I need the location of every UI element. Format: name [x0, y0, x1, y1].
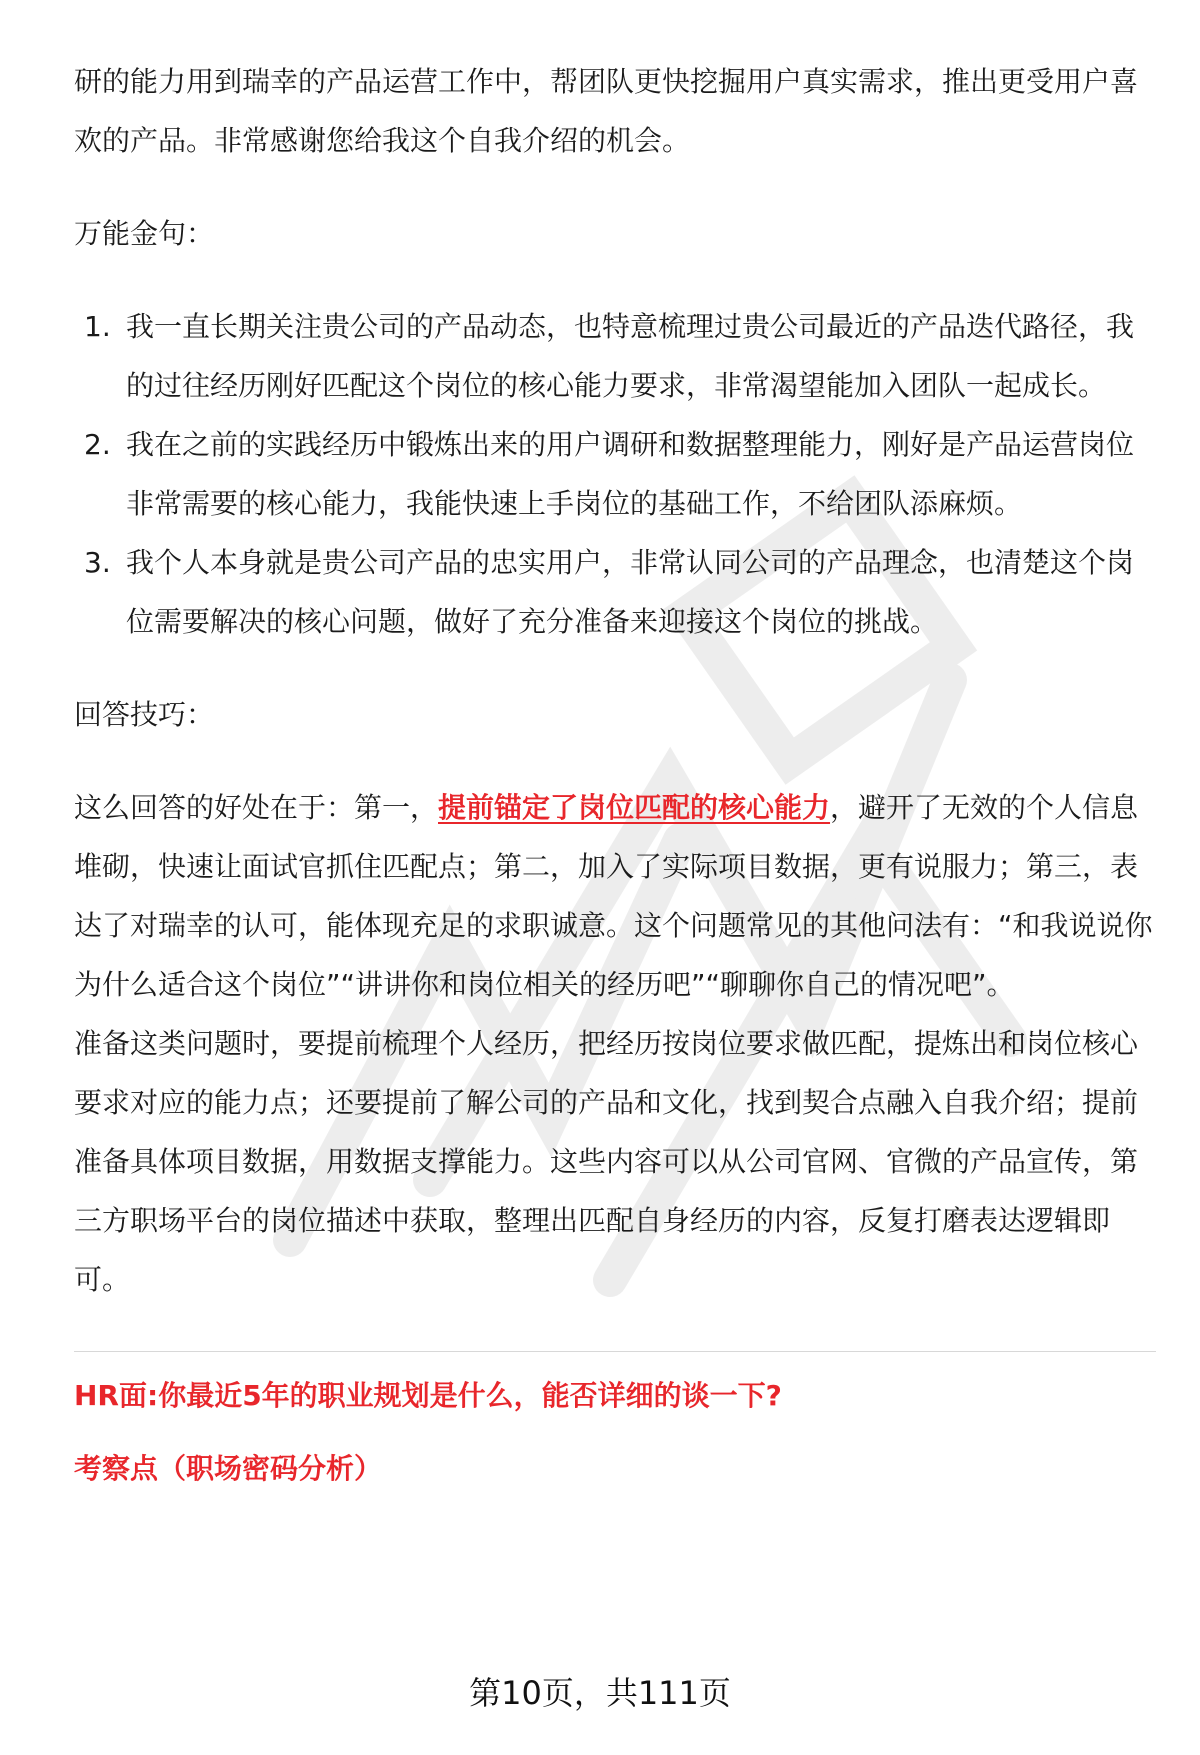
golden-list	[74, 297, 1156, 651]
page-footer: 第10页，共111页	[469, 1674, 731, 1712]
list-item	[74, 415, 1156, 533]
list-item-text: 我个人本身就是贵公司产品的忠实用户，非常认同公司的产品理念，也清楚这个岗位需要解决的核心问题，做好了充分准备来迎接这个岗位的挑战。	[126, 546, 1135, 638]
tips-paragraph-2: 准备这类问题时，要提前梳理个人经历，把经历按岗位要求做匹配，提炼出和岗位核心要求对应的能力点；还要提前了解公司的产品和文化，找到契合点融入自我介绍；提前准备具体项目数据，用数据支撑能力。这些内容可以从公司官网、官微的产品宣传，第三方职场平台的岗位描述中获取，整理出匹配自身经历的内容，反复打磨表达逻辑即可。	[74, 1027, 1139, 1296]
list-item-text: 我在之前的实践经历中锻炼出来的用户调研和数据整理能力，刚好是产品运营岗位非常需要的核心能力，我能快速上手岗位的基础工作，不给团队添麻烦。	[126, 428, 1135, 520]
document-page	[74, 52, 1156, 1498]
list-number: 3.	[84, 546, 111, 579]
tips-text-before: 这么回答的好处在于：第一，	[74, 791, 439, 824]
highlight-core-ability: 提前锚定了岗位匹配的核心能力	[438, 791, 831, 824]
tips-heading: 回答技巧：	[74, 698, 215, 731]
tips-paragraph-1	[74, 778, 1156, 1014]
golden-heading: 万能金句：	[74, 217, 215, 250]
exam-point-heading: 考察点（职场密码分析）	[74, 1452, 383, 1485]
list-item-text: 我一直长期关注贵公司的产品动态，也特意梳理过贵公司最近的产品迭代路径，我的过往经历刚好匹配这个岗位的核心能力要求，非常渴望能加入团队一起成长。	[126, 310, 1135, 402]
intro-paragraph: 研的能力用到瑞幸的产品运营工作中，帮团队更快挖掘用户真实需求，推出更受用户喜欢的产品。非常感谢您给我这个自我介绍的机会。	[74, 65, 1139, 157]
hr-question-heading: HR面:你最近5年的职业规划是什么，能否详细的谈一下?	[74, 1379, 782, 1412]
list-item	[74, 297, 1156, 415]
list-number: 2.	[84, 428, 111, 461]
tips-text-after: ，避开了无效的个人信息堆砌，快速让面试官抓住匹配点；第二，加入了实际项目数据，更有说服力；第三，表达了对瑞幸的认可，能体现充足的求职诚意。这个问题常见的其他问法有：“和我说说你为什么适合这个岗位”“讲讲你和岗位相关的经历吧”“聊聊你自己的情况吧”。	[74, 791, 1153, 1001]
list-item	[74, 533, 1156, 651]
list-number: 1.	[84, 310, 111, 343]
section-divider	[74, 1351, 1156, 1352]
